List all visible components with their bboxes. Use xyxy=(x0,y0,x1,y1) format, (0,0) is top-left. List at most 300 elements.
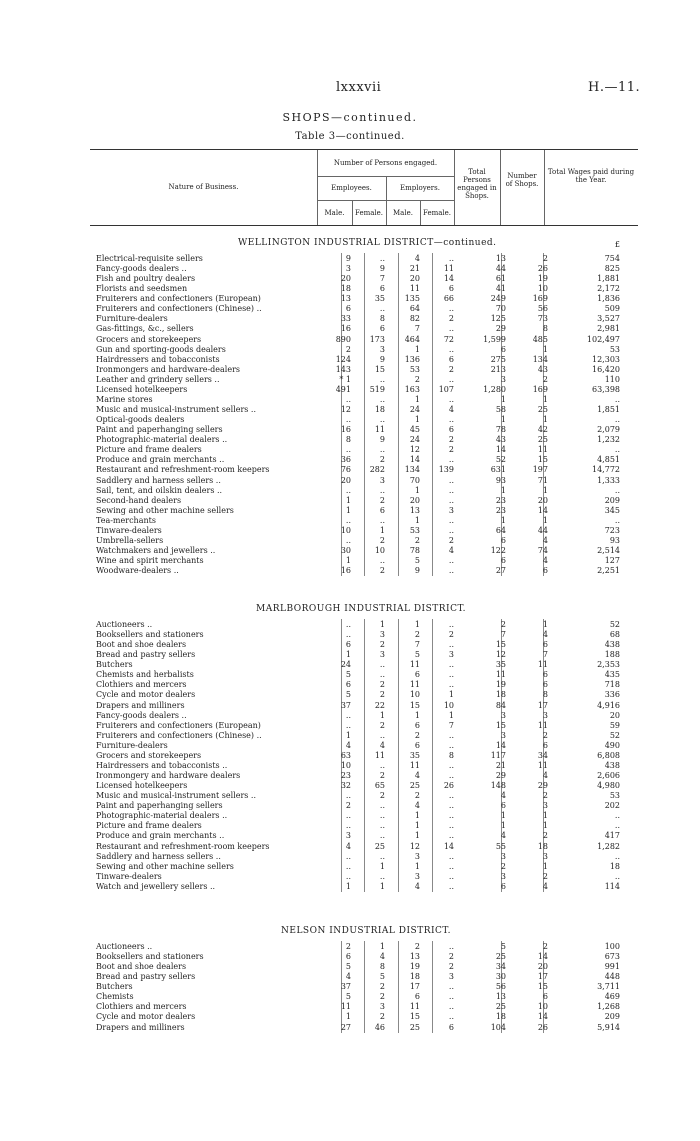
employers-male-cell: 2 xyxy=(414,942,420,951)
table-row xyxy=(0,741,700,751)
total-wages-cell: .. xyxy=(614,415,620,425)
table-row xyxy=(0,831,700,841)
table-row xyxy=(0,405,700,415)
table-row xyxy=(0,566,700,576)
table-row xyxy=(0,952,700,962)
table-row xyxy=(0,640,700,650)
employees-male-cell: .. xyxy=(345,791,351,801)
employers-female-cell: .. xyxy=(448,942,454,951)
employees-female-cell: 173 xyxy=(369,334,385,344)
business-name: Boot and shoe dealers xyxy=(96,962,187,972)
employers-male-cell: 1 xyxy=(414,620,420,629)
employers-female-cell: 14 xyxy=(443,274,454,284)
employers-male-cell: 64 xyxy=(409,304,420,314)
employers-female-cell: .. xyxy=(448,992,454,1002)
report-reference: H.—11. xyxy=(588,80,641,95)
employers-female-cell: 2 xyxy=(448,445,454,455)
employers-male-cell: 11 xyxy=(409,284,420,294)
employers-female-cell: 3 xyxy=(448,972,454,982)
number-of-shops-cell: 73 xyxy=(537,314,548,324)
table-row xyxy=(0,395,700,405)
total-persons-cell: 13 xyxy=(495,254,506,263)
number-of-shops-cell: 56 xyxy=(537,304,548,314)
employees-female-cell: 6 xyxy=(379,505,385,515)
total-wages-cell: 469 xyxy=(604,992,620,1002)
table-row xyxy=(0,314,700,324)
total-persons-cell: 104 xyxy=(490,1022,506,1032)
table-row xyxy=(0,721,700,731)
table-row xyxy=(0,536,700,546)
total-wages-cell: 4,980 xyxy=(597,781,620,791)
business-name: Marine stores xyxy=(96,394,153,404)
employers-female-cell: 2 xyxy=(448,952,454,962)
employees-female-cell: 18 xyxy=(374,405,385,415)
total-persons-cell: 1 xyxy=(500,821,506,831)
employers-male-cell: 11 xyxy=(409,660,420,670)
business-name: Hairdressers and tobacconists xyxy=(96,354,220,364)
employers-female-cell: 7 xyxy=(448,720,454,730)
number-of-shops-cell: 34 xyxy=(537,750,548,760)
total-wages-cell: 68 xyxy=(609,630,620,640)
total-wages-cell: 1,232 xyxy=(597,435,620,445)
total-persons-cell: 117 xyxy=(490,750,506,760)
table-row xyxy=(0,650,700,660)
business-name: Bread and pastry sellers xyxy=(96,972,196,982)
employees-male-cell: 16 xyxy=(340,324,351,334)
employers-male-cell: 6 xyxy=(414,740,420,750)
employers-female-cell: .. xyxy=(448,566,454,576)
header-divider xyxy=(317,176,454,177)
number-of-shops-cell: 44 xyxy=(537,525,548,535)
business-name: Hairdressers and tobacconists .. xyxy=(96,760,228,770)
business-name: Electrical-requisite sellers xyxy=(96,254,203,263)
total-wages-cell: 102,497 xyxy=(586,334,620,344)
employers-male-cell: 7 xyxy=(414,324,420,334)
employees-female-cell: 6 xyxy=(379,324,385,334)
business-name: Fruiterers and confectioners (European) xyxy=(96,720,261,730)
number-of-shops-cell: 4 xyxy=(542,771,548,781)
number-of-shops-cell: 1 xyxy=(542,344,548,354)
employers-male-cell: 464 xyxy=(404,334,420,344)
table-row xyxy=(0,335,700,345)
total-persons-cell: 125 xyxy=(490,314,506,324)
employers-female-cell: 6 xyxy=(448,284,454,294)
total-persons-cell: 93 xyxy=(495,475,506,485)
table-row xyxy=(0,882,700,892)
total-persons-cell: 41 xyxy=(495,284,506,294)
employers-female-cell: .. xyxy=(448,851,454,861)
employers-male-cell: 24 xyxy=(409,405,420,415)
business-name: Watch and jewellery sellers .. xyxy=(96,881,216,891)
employees-female-cell: .. xyxy=(379,660,385,670)
total-persons-cell: 61 xyxy=(495,274,506,284)
total-persons-cell: 18 xyxy=(495,690,506,700)
employers-female-cell: .. xyxy=(448,415,454,425)
number-of-shops-cell: 485 xyxy=(532,334,548,344)
employees-male-cell: .. xyxy=(345,485,351,495)
employers-female-cell: 2 xyxy=(448,630,454,640)
header-divider xyxy=(544,150,545,225)
employers-male-cell: 136 xyxy=(404,354,420,364)
total-persons-cell: 18 xyxy=(495,1012,506,1022)
business-name: Licensed hotelkeepers xyxy=(96,781,188,791)
employers-female-cell: .. xyxy=(448,485,454,495)
business-name: Drapers and milliners xyxy=(96,1022,185,1032)
business-name: Gun and sporting-goods dealers xyxy=(96,344,226,354)
business-name: Butchers xyxy=(96,660,133,670)
employers-female-cell: 139 xyxy=(438,465,454,475)
employers-male-cell: 11 xyxy=(409,1002,420,1012)
table-row xyxy=(0,345,700,355)
business-name: Tinware-dealers xyxy=(96,525,162,535)
employers-male-cell: 6 xyxy=(414,720,420,730)
employees-male-cell: .. xyxy=(345,630,351,640)
employers-female-cell: .. xyxy=(448,670,454,680)
employees-female-cell: 519 xyxy=(369,384,385,394)
number-of-shops-cell: 1 xyxy=(542,485,548,495)
employers-female-cell: .. xyxy=(448,640,454,650)
total-persons-cell: 44 xyxy=(495,264,506,274)
total-wages-cell: 1,268 xyxy=(597,1002,620,1012)
number-of-shops-cell: 4 xyxy=(542,630,548,640)
total-wages-cell: 438 xyxy=(604,640,620,650)
total-wages-cell: 490 xyxy=(604,740,620,750)
business-name: Fancy-goods dealers .. xyxy=(96,264,187,274)
employees-female-cell: 3 xyxy=(379,344,385,354)
employees-female-cell: 2 xyxy=(379,640,385,650)
employers-male-cell: 4 xyxy=(414,771,420,781)
employees-male-cell: 10 xyxy=(340,760,351,770)
employers-male-cell: 14 xyxy=(409,455,420,465)
total-wages-cell: 114 xyxy=(604,881,620,891)
total-persons-cell: 3 xyxy=(500,730,506,740)
employees-female-cell: 9 xyxy=(379,354,385,364)
header-divider xyxy=(317,200,454,201)
number-of-shops-cell: 25 xyxy=(537,405,548,415)
employees-female-cell: .. xyxy=(379,445,385,455)
total-persons-cell: 15 xyxy=(495,720,506,730)
employers-male-cell: 2 xyxy=(414,730,420,740)
total-persons-cell: 58 xyxy=(495,405,506,415)
total-persons-cell: 122 xyxy=(490,546,506,556)
table-row xyxy=(0,465,700,475)
total-persons-cell: 5 xyxy=(500,942,506,951)
employees-male-cell: 6 xyxy=(345,640,351,650)
employees-female-cell: 2 xyxy=(379,720,385,730)
business-name: Wine and spirit merchants xyxy=(96,556,204,566)
employers-female-cell: 2 xyxy=(448,435,454,445)
table-row xyxy=(0,992,700,1002)
employers-female-cell: .. xyxy=(448,831,454,841)
business-name: Clothiers and mercers xyxy=(96,680,187,690)
total-wages-cell: 2,251 xyxy=(597,566,620,576)
employers-female-cell: .. xyxy=(448,801,454,811)
employees-male-cell: 36 xyxy=(340,455,351,465)
employees-male-cell: 12 xyxy=(340,405,351,415)
employers-male-cell: 1 xyxy=(414,861,420,871)
total-persons-cell: 6 xyxy=(500,344,506,354)
employees-female-cell: 6 xyxy=(379,284,385,294)
employers-female-cell: .. xyxy=(448,982,454,992)
number-of-shops-cell: 4 xyxy=(542,881,548,891)
total-persons-cell: 55 xyxy=(495,841,506,851)
currency-symbol xyxy=(0,240,700,250)
employers-female-cell: .. xyxy=(448,374,454,384)
section-title-text: MARLBOROUGH INDUSTRIAL DISTRICT. xyxy=(256,604,467,614)
business-name: Picture and frame dealers xyxy=(96,821,202,831)
employers-male-cell: 78 xyxy=(409,546,420,556)
number-of-shops-cell: 11 xyxy=(537,720,548,730)
employees-female-cell: 1 xyxy=(379,942,385,951)
total-persons-cell: 64 xyxy=(495,525,506,535)
nature-header: Nature of Business. xyxy=(168,183,239,191)
number-of-shops-cell: 2 xyxy=(542,374,548,384)
total-persons-cell: 11 xyxy=(495,670,506,680)
total-persons-cell: 1 xyxy=(500,811,506,821)
total-persons-cell: 15 xyxy=(495,640,506,650)
employees-female-cell: 2 xyxy=(379,791,385,801)
business-name: Fancy-goods dealers .. xyxy=(96,710,187,720)
employees-female-cell: .. xyxy=(379,515,385,525)
number-of-shops-cell: 17 xyxy=(537,972,548,982)
employers-male-cell: 70 xyxy=(409,475,420,485)
employers-female-cell: .. xyxy=(448,680,454,690)
business-name: Paint and paperhanging sellers xyxy=(96,425,223,435)
number-of-shops-cell: 1 xyxy=(542,620,548,629)
employees-female-cell: 46 xyxy=(374,1022,385,1032)
employers-male-cell: 135 xyxy=(404,294,420,304)
employers-male-cell: 4 xyxy=(414,801,420,811)
total-wages-cell: 53 xyxy=(609,791,620,801)
total-wages-cell: 1,881 xyxy=(597,274,620,284)
total-persons-cell: 4 xyxy=(500,831,506,841)
employees-female-cell: 8 xyxy=(379,314,385,324)
employers-male-cell: 2 xyxy=(414,630,420,640)
number-of-shops-cell: 1 xyxy=(542,811,548,821)
table-row xyxy=(0,852,700,862)
number-of-shops-cell: 6 xyxy=(542,740,548,750)
employers-male-cell: 1 xyxy=(414,394,420,404)
number-of-shops-cell: 20 xyxy=(537,962,548,972)
table-row xyxy=(0,781,700,791)
total-wages-cell: 417 xyxy=(604,831,620,841)
number-of-shops-cell: 7 xyxy=(542,650,548,660)
employers-female-cell: .. xyxy=(448,495,454,505)
total-wages-cell: 718 xyxy=(604,680,620,690)
table-row xyxy=(0,942,700,952)
employees-female-cell: .. xyxy=(379,394,385,404)
total-wages-cell: 438 xyxy=(604,760,620,770)
business-name: Fruiterers and confectioners (Chinese) .. xyxy=(96,304,262,314)
header-divider xyxy=(500,150,501,225)
total-persons-cell: 30 xyxy=(495,972,506,982)
table-row xyxy=(0,546,700,556)
employees-male-cell: 27 xyxy=(340,1022,351,1032)
number-of-shops-cell: 14 xyxy=(537,952,548,962)
employers-male-cell: 19 xyxy=(409,962,420,972)
business-name: Picture and frame dealers xyxy=(96,445,202,455)
number-of-shops-cell: 169 xyxy=(532,294,548,304)
employees-female-cell: .. xyxy=(379,821,385,831)
table-row xyxy=(0,771,700,781)
employers-male-cell: 163 xyxy=(404,384,420,394)
total-wages-cell: 754 xyxy=(604,254,620,263)
employees-female-cell: .. xyxy=(379,485,385,495)
employees-female-cell: 3 xyxy=(379,475,385,485)
total-wages-cell: 2,353 xyxy=(597,660,620,670)
employers-female-cell: .. xyxy=(448,455,454,465)
section-title-text: WELLINGTON INDUSTRIAL DISTRICT—continued. xyxy=(238,238,497,248)
business-name: Clothiers and mercers xyxy=(96,1002,187,1012)
total-persons-cell: 56 xyxy=(495,982,506,992)
number-of-shops-cell: 3 xyxy=(542,851,548,861)
employees-male-cell: 16 xyxy=(340,566,351,576)
employers-female-cell: .. xyxy=(448,791,454,801)
employees-female-cell: 11 xyxy=(374,425,385,435)
business-name: Saddlery and harness sellers .. xyxy=(96,851,221,861)
total-wages-cell: 3,527 xyxy=(597,314,620,324)
number-of-shops-cell: 3 xyxy=(542,801,548,811)
employers-male-cell: 15 xyxy=(409,1012,420,1022)
employers-male-cell: 20 xyxy=(409,274,420,284)
business-name: Licensed hotelkeepers xyxy=(96,384,188,394)
number-of-shops-header: Number of Shops. xyxy=(505,172,539,188)
business-name: Woodware-dealers .. xyxy=(96,566,179,576)
employees-female-cell: .. xyxy=(379,556,385,566)
business-name: Gas-fittings, &c., sellers xyxy=(96,324,194,334)
employees-female-header: Female. xyxy=(354,209,384,217)
employees-male-cell: 1 xyxy=(345,505,351,515)
total-wages-cell: 93 xyxy=(609,535,620,545)
table-row xyxy=(0,701,700,711)
employers-male-cell: 1 xyxy=(414,710,420,720)
employees-male-cell: .. xyxy=(345,821,351,831)
employees-female-cell: 15 xyxy=(374,364,385,374)
total-persons-cell: 12 xyxy=(495,650,506,660)
number-of-shops-cell: 1 xyxy=(542,861,548,871)
employees-male-cell: 20 xyxy=(340,274,351,284)
employers-female-cell: 66 xyxy=(443,294,454,304)
employers-male-cell: 21 xyxy=(409,264,420,274)
employees-female-cell: 2 xyxy=(379,495,385,505)
employees-male-cell: .. xyxy=(345,720,351,730)
employers-male-cell: 10 xyxy=(409,690,420,700)
employers-male-cell: 18 xyxy=(409,972,420,982)
employees-male-cell: .. xyxy=(345,535,351,545)
business-name: Saddlery and harness sellers .. xyxy=(96,475,221,485)
employers-male-cell: 12 xyxy=(409,445,420,455)
number-of-shops-cell: 1 xyxy=(542,821,548,831)
employees-male-cell: 63 xyxy=(340,750,351,760)
business-name: Fish and poultry dealers xyxy=(96,274,196,284)
table-row xyxy=(0,801,700,811)
total-wages-cell: 188 xyxy=(604,650,620,660)
total-persons-cell: 29 xyxy=(495,324,506,334)
employers-female-cell: .. xyxy=(448,324,454,334)
total-persons-cell: 84 xyxy=(495,700,506,710)
number-of-shops-cell: 71 xyxy=(537,475,548,485)
number-of-shops-cell: 6 xyxy=(542,566,548,576)
total-wages-cell: 2,514 xyxy=(597,546,620,556)
table-row xyxy=(0,254,700,264)
total-persons-cell: 1 xyxy=(500,394,506,404)
employers-female-cell: 6 xyxy=(448,1022,454,1032)
employers-female-cell: 4 xyxy=(448,405,454,415)
employees-female-cell: 10 xyxy=(374,546,385,556)
number-of-shops-cell: 10 xyxy=(537,1002,548,1012)
employees-male-cell: 6 xyxy=(345,952,351,962)
employees-male-cell: 491 xyxy=(335,384,351,394)
employers-male-cell: 6 xyxy=(414,992,420,1002)
number-of-shops-cell: 2 xyxy=(542,942,548,951)
total-wages-cell: 2,606 xyxy=(597,771,620,781)
employers-male-cell: 11 xyxy=(409,760,420,770)
employees-male-cell: 9 xyxy=(345,254,351,263)
business-name: Ironmongers and hardware-dealers xyxy=(96,364,241,374)
business-name: Auctioneers .. xyxy=(96,942,153,951)
table-row xyxy=(0,365,700,375)
employers-female-cell: 72 xyxy=(443,334,454,344)
number-of-shops-cell: 4 xyxy=(542,556,548,566)
total-wages-cell: 52 xyxy=(609,620,620,629)
employers-male-cell: 3 xyxy=(414,851,420,861)
business-name: Music and musical-instrument sellers .. xyxy=(96,791,257,801)
number-of-shops-cell: 17 xyxy=(537,700,548,710)
employers-male-cell: 13 xyxy=(409,952,420,962)
total-wages-cell: 53 xyxy=(609,344,620,354)
number-of-shops-cell: 2 xyxy=(542,730,548,740)
employers-female-cell: .. xyxy=(448,556,454,566)
business-name: Ironmongery and hardware dealers xyxy=(96,771,241,781)
total-persons-cell: 35 xyxy=(495,660,506,670)
total-wages-cell: 1,836 xyxy=(597,294,620,304)
employees-male-cell: 5 xyxy=(345,992,351,1002)
table-row xyxy=(0,670,700,680)
employees-female-cell: 4 xyxy=(379,952,385,962)
employees-female-cell: 1 xyxy=(379,861,385,871)
total-persons-cell: 1,599 xyxy=(483,334,506,344)
business-name: Grocers and storekeepers xyxy=(96,334,202,344)
employers-female-cell: 2 xyxy=(448,314,454,324)
employers-male-cell: 1 xyxy=(414,415,420,425)
table-row xyxy=(0,872,700,882)
employees-male-cell: 1 xyxy=(345,730,351,740)
table-row xyxy=(0,811,700,821)
business-name: Grocers and storekeepers xyxy=(96,750,202,760)
employees-male-cell: .. xyxy=(345,445,351,455)
number-of-shops-cell: 8 xyxy=(542,690,548,700)
total-wages-cell: 825 xyxy=(604,264,620,274)
employees-male-cell: 24 xyxy=(340,660,351,670)
total-persons-cell: 6 xyxy=(500,881,506,891)
total-persons-cell: 213 xyxy=(490,364,506,374)
employers-male-cell: 25 xyxy=(409,781,420,791)
employees-female-cell: .. xyxy=(379,871,385,881)
employers-female-cell: .. xyxy=(448,394,454,404)
table-row xyxy=(0,842,700,852)
employees-female-cell: .. xyxy=(379,415,385,425)
employees-female-cell: 9 xyxy=(379,264,385,274)
employers-male-cell: 1 xyxy=(414,485,420,495)
table-row xyxy=(0,274,700,284)
total-wages-cell: 4,851 xyxy=(597,455,620,465)
table-row xyxy=(0,375,700,385)
total-persons-cell: 23 xyxy=(495,505,506,515)
table-row xyxy=(0,284,700,294)
employees-male-cell: 5 xyxy=(345,690,351,700)
total-wages-cell: 18 xyxy=(609,861,620,871)
employers-male-cell: 2 xyxy=(414,535,420,545)
